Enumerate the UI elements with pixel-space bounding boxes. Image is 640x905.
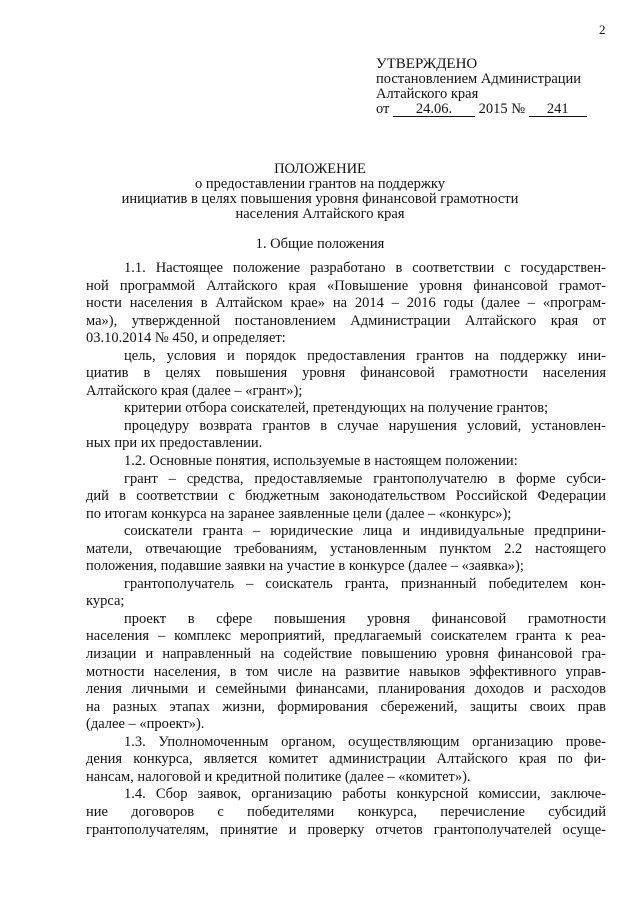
paragraph-line: грантополучателям, принятие и проверку отчетов грантополучателей осуще- — [86, 821, 606, 838]
paragraph — [86, 348, 606, 401]
title-line-4: населения Алтайского края — [235, 206, 405, 222]
paragraph-line: 1.1. Настоящее положение разработано в соответствии с государствен- — [124, 260, 606, 276]
paragraph-line: 1.2. Основные понятия, используемые в настоящем положении: — [124, 453, 518, 470]
approval-block — [376, 57, 587, 117]
paragraph-line: по итогам конкурса на заранее заявленные цели (далее – «конкурс»); — [86, 505, 512, 522]
paragraph-line: критерии отбора соискателей, претендующих на получение грантов; — [124, 400, 549, 417]
paragraph — [86, 471, 606, 524]
paragraph-line: ной программой Алтайского края «Повышение уровня финансовой грамот- — [86, 277, 606, 294]
paragraph-line: матели, отвечающие требованиям, установленным пунктом 2.2 настоящего — [86, 540, 606, 557]
title-line-2: о предоставлении грантов на поддержку — [195, 176, 445, 192]
paragraph — [86, 453, 606, 471]
approval-heading: УТВЕРЖДЕНО — [376, 56, 478, 72]
paragraph-line: циатив в целях повышения уровня финансовой грамотности населения — [86, 365, 606, 382]
paragraph — [86, 786, 606, 839]
paragraph-line: дий в соответствии с бюджетным законодательством Российской Федерации — [86, 488, 606, 505]
paragraph — [86, 418, 606, 453]
paragraph-line: ние договоров с победителями конкурса, перечисление субсидий — [86, 803, 606, 820]
title-line-3: инициатив в целях повышения уровня финансовой грамотности — [121, 191, 519, 207]
paragraph-line: положения, подавшие заявки на участие в конкурсе (далее – «заявка»); — [86, 558, 524, 575]
paragraph-line: грант – средства, предоставляемые грантополучателю в форме субси- — [124, 470, 606, 487]
paragraph — [86, 576, 606, 611]
paragraph-line: 1.3. Уполномоченным органом, осуществляющим организацию прове- — [124, 733, 606, 750]
paragraph-line: ма»), утвержденной постановлением Администрации Алтайского края от — [86, 312, 606, 329]
document-title — [0, 162, 640, 222]
paragraph-line: ности населения в Алтайском крае» на 2014 – 2016 годы (далее – «програм- — [86, 295, 606, 312]
paragraph — [86, 734, 606, 787]
paragraph-line: Алтайского края (далее – «грант»); — [86, 382, 303, 399]
paragraph-line: грантополучатель – соискатель гранта, признанный победителем кон- — [124, 575, 606, 592]
paragraph-line: мотности населения, в том числе на развитие навыков эффективного управ- — [86, 663, 606, 680]
paragraph-line: нансам, налоговой и кредитной политике (далее – «комитет»). — [86, 768, 471, 785]
approval-date: 24.06. — [393, 102, 475, 117]
paragraph-line: на разных этапах жизни, формирования сбережений, защиты своих прав — [86, 698, 606, 715]
section-heading: 1. Общие положения — [255, 236, 385, 252]
approval-line-1: постановлением Администрации — [376, 71, 582, 87]
paragraph — [86, 523, 606, 576]
paragraph-line: курса; — [86, 593, 125, 610]
approval-number: 241 — [529, 102, 587, 117]
paragraph — [86, 260, 606, 348]
paragraph-line: дения конкурса, является комитет администрации Алтайского края по фи- — [86, 751, 606, 768]
paragraph-line: процедуру возврата грантов в случае нарушения условий, установлен- — [124, 417, 606, 434]
document-body — [86, 260, 606, 839]
page-number: 2 — [599, 22, 606, 37]
approval-year-no: 2015 № — [478, 101, 526, 117]
paragraph-line: проект в сфере повышения уровня финансовой грамотности — [124, 610, 606, 627]
paragraph-line: 03.10.2014 № 450, и определяет: — [86, 330, 286, 347]
approval-date-prefix: от — [376, 101, 390, 117]
paragraph-line: населения – комплекс мероприятий, предлагаемый соискателем гранта к реа- — [86, 628, 606, 645]
paragraph-line: (далее – «проект»). — [86, 716, 205, 733]
paragraph-line: ных при их предоставлении. — [86, 435, 263, 452]
paragraph-line: соискатели гранта – юридические лица и индивидуальные предприни- — [124, 523, 606, 540]
paragraph — [86, 611, 606, 734]
paragraph-line: цель, условия и порядок предоставления грантов на поддержку ини- — [124, 347, 606, 364]
title-line-1: ПОЛОЖЕНИЕ — [274, 161, 366, 177]
approval-date-line — [376, 102, 587, 117]
approval-line-2: Алтайского края — [376, 86, 479, 102]
paragraph-line: ления личными и семейными финансами, планирования доходов и расходов — [86, 681, 606, 698]
paragraph — [86, 400, 606, 418]
paragraph-line: 1.4. Сбор заявок, организацию работы конкурсной комиссии, заключе- — [124, 786, 606, 803]
paragraph-line: лизации и направленный на содействие повышению уровня финансовой гра- — [86, 646, 606, 663]
